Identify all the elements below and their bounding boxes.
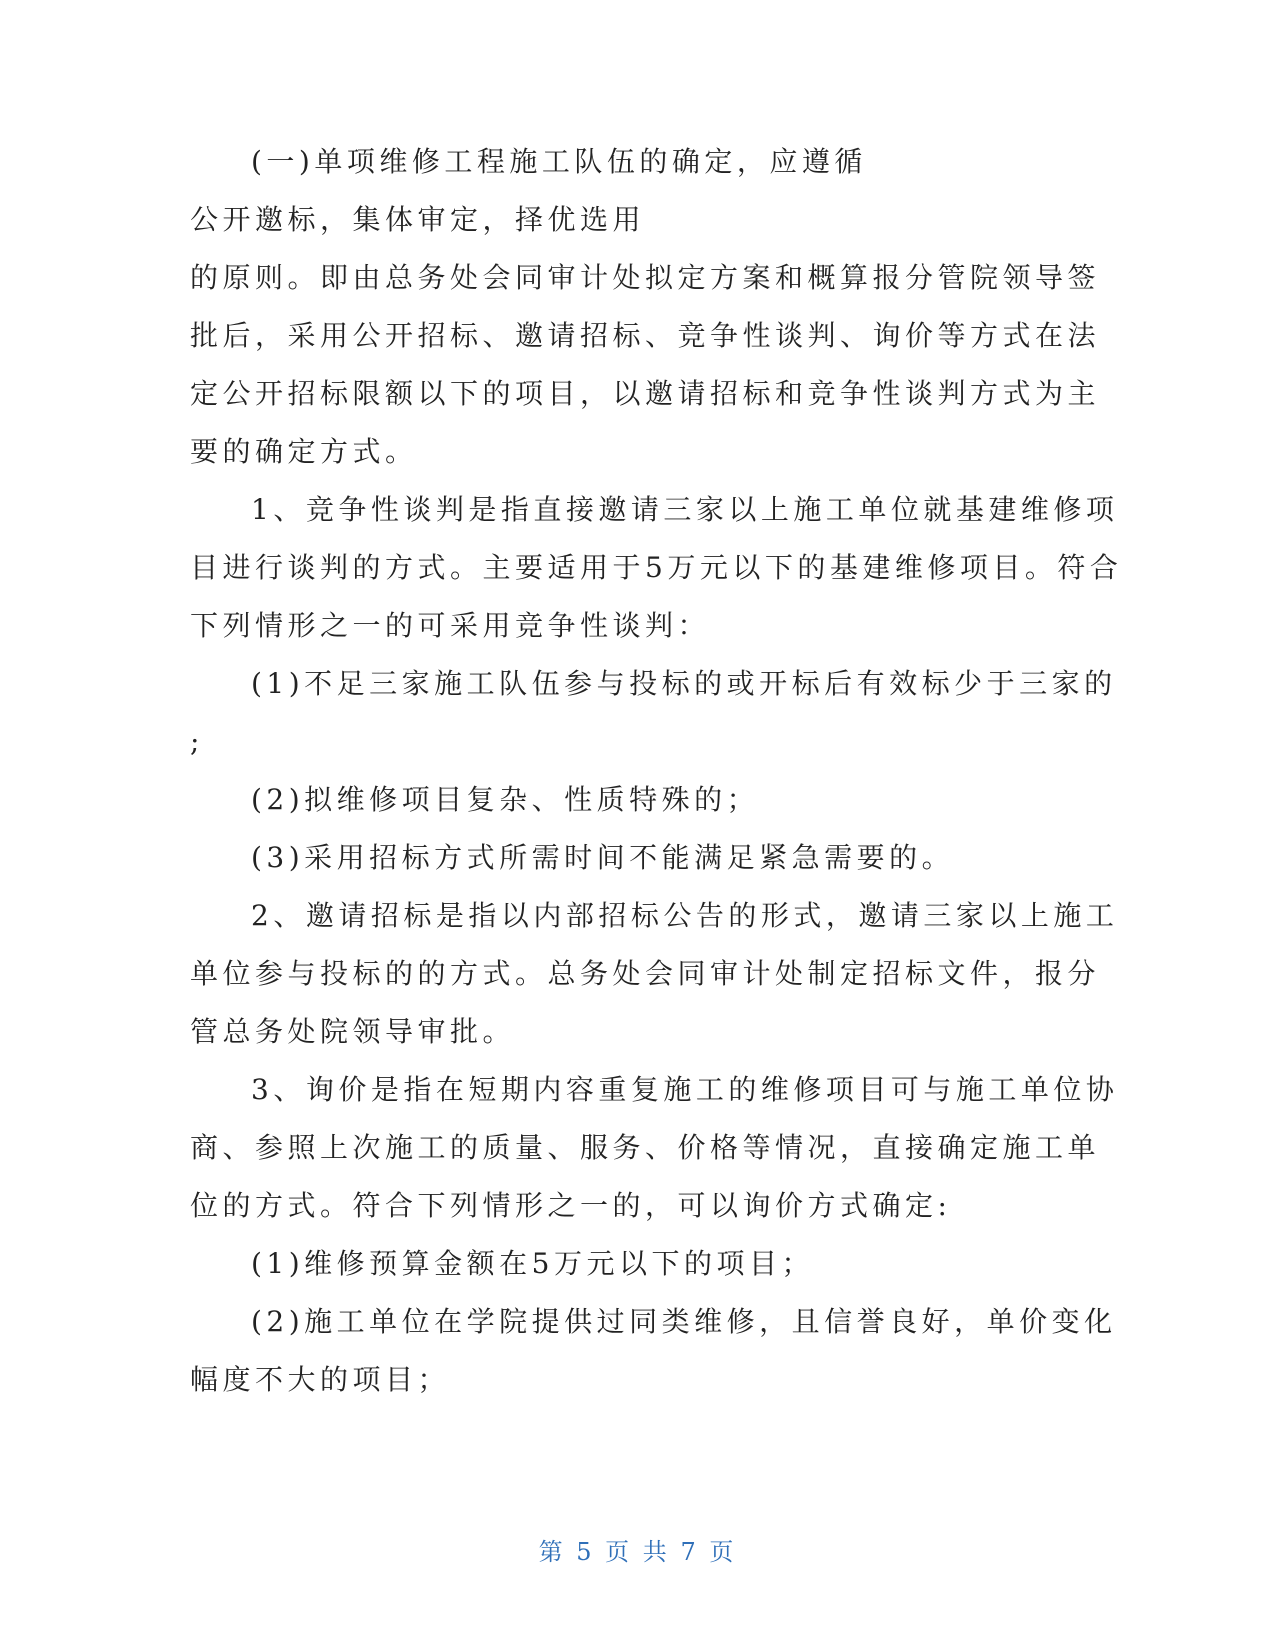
text-line: 单位参与投标的的方式。总务处会同审计处制定招标文件，报分 [190, 957, 1101, 990]
text-line: (2)拟维修项目复杂、性质特殊的； [251, 783, 760, 816]
text-line: (2)施工单位在学院提供过同类维修，且信誉良好，单价变化 [251, 1305, 1117, 1338]
text-line: (1)不足三家施工队伍参与投标的或开标后有效标少于三家的 [251, 667, 1117, 700]
text-line: 商、参照上次施工的质量、服务、价格等情况，直接确定施工单 [190, 1131, 1101, 1164]
text-line: 3、询价是指在短期内容重复施工的维修项目可与施工单位协 [251, 1073, 1119, 1106]
text-line: (一)单项维修工程施工队伍的确定，应遵循 [251, 145, 867, 178]
text-line: 批后，采用公开招标、邀请招标、竞争性谈判、询价等方式在法 [190, 319, 1101, 352]
text-line: ; [190, 725, 204, 758]
text-line: 公开邀标，集体审定，择优选用 [190, 203, 646, 236]
text-line: 的原则。即由总务处会同审计处拟定方案和概算报分管院领导签 [190, 261, 1101, 294]
text-line: 定公开招标限额以下的项目，以邀请招标和竞争性谈判方式为主 [190, 377, 1101, 410]
text-line: (1)维修预算金额在5万元以下的项目； [251, 1247, 814, 1280]
text-line: 2、邀请招标是指以内部招标公告的形式，邀请三家以上施工 [251, 899, 1119, 932]
text-line: 位的方式。符合下列情形之一的，可以询价方式确定: [190, 1189, 952, 1222]
text-line: 下列情形之一的可采用竞争性谈判： [190, 609, 711, 642]
text-line: 目进行谈判的方式。主要适用于5万元以下的基建维修项目。符合 [190, 551, 1123, 584]
text-line: 管总务处院领导审批。 [190, 1015, 516, 1048]
text-line: 1、竞争性谈判是指直接邀请三家以上施工单位就基建维修项 [251, 493, 1119, 526]
text-line: (3)采用招标方式所需时间不能满足紧急需要的。 [251, 841, 955, 874]
text-line: 要的确定方式。 [190, 435, 418, 468]
page-number-footer: 第 5 页 共 7 页 [538, 1538, 737, 1566]
text-line: 幅度不大的项目； [190, 1363, 451, 1396]
